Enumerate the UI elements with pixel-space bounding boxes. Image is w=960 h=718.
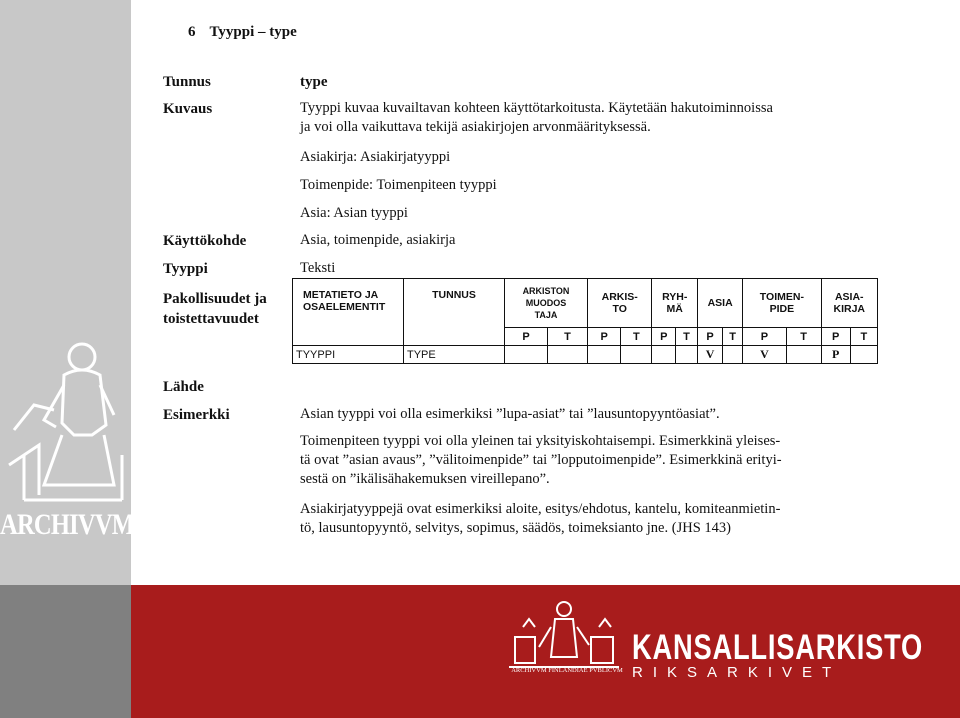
header-toimenpide [743,279,821,328]
header-col1-line-3: TAJA [534,310,558,320]
header-asiakirja [821,279,877,328]
sub-t-6: T [850,328,877,346]
header-metatieto-line-1: METATIETO JA [303,289,379,301]
esimerkki-label: Esimerkki [163,407,230,423]
row-cell-10 [786,346,821,364]
sub-t-3: T [676,328,698,346]
wordmark-sub: RIKSARKIVET [632,664,842,681]
sidebar-logo-text: ARCHIVVM [0,508,135,541]
sub-t-2: T [621,328,652,346]
header-col3-line-2: MÄ [666,303,683,315]
sub-p-1: P [505,328,548,346]
tyyppi-value: Teksti [300,260,336,276]
kayttokohde-value: Asia, toimenpide, asiakirja [300,232,456,248]
left-sidebar [0,0,135,585]
sub-t-1: T [548,328,588,346]
kayttokohde-label: Käyttökohde [163,233,247,249]
header-col6-line-2: KIRJA [833,303,866,315]
wordmark-main: KANSALLISARKISTO [632,628,924,667]
sidebar-bottom [0,585,131,718]
section-number: 6 [188,24,196,40]
archive-statue-icon [4,335,128,505]
row-cell-6 [676,346,698,364]
sub-p-3: P [652,328,676,346]
sub-p-6: P [821,328,850,346]
esimerkki-paragraph-3 [300,500,872,538]
header-arkistonmuodostaja [505,279,588,328]
sub-t-5: T [786,328,821,346]
kuvaus-asia: Asia: Asian tyyppi [300,205,408,221]
header-col6-line-1: ASIA- [834,291,864,303]
row-cell-5 [652,346,676,364]
header-col3-line-1: RYH- [662,291,688,303]
row-cell-4 [621,346,652,364]
pakollisuudet-label-line-1: Pakollisuudet ja [163,291,267,307]
row-cell-2 [548,346,588,364]
header-arkisto [587,279,651,328]
kuvaus-line-2: ja voi olla vaikuttava tekijä asiakirjojen arvonmäärityksessä. [300,119,651,135]
header-col5-line-2: PIDE [769,303,795,315]
section-title: Tyyppi – type [209,24,297,40]
row-cell-12 [850,346,877,364]
header-col1-line-1: ARKISTON [522,286,570,296]
esimerkki-p2-line-1: Toimenpiteen tyyppi voi olla yleinen tai yksityiskohtaisempi. Esimerkkinä yleises- [300,433,781,449]
header-ryhma [652,279,698,328]
row-cell-9: V [743,346,786,364]
row-cell-7: V [698,346,723,364]
header-asia: ASIA [698,279,743,328]
kansallisarkisto-wordmark [632,628,960,681]
header-col1-line-2: MUODOS [525,298,567,308]
sub-p-2: P [587,328,620,346]
kuvaus-text [300,99,872,137]
header-col5-line-1: TOIMEN- [759,291,804,303]
section-heading [188,24,297,41]
metadata-table [292,278,878,364]
table-header-row [293,279,878,328]
sub-p-5: P [743,328,786,346]
header-col2-line-1: ARKIS- [601,291,638,303]
row-cell-8 [723,346,743,364]
row-cell-11: P [821,346,850,364]
seal-caption: ARCHIVVM FINLANDIAE PVBLICVM [511,667,623,674]
tunnus-label: Tunnus [163,74,211,90]
kuvaus-asiakirja: Asiakirja: Asiakirjatyyppi [300,149,451,165]
row-name: TYYPPI [293,346,404,364]
esimerkki-paragraph-1: Asian tyyppi voi olla esimerkiksi ”lupa-asiat” tai ”lausuntopyyntöasiat”. [300,406,720,422]
esimerkki-paragraph-2 [300,432,872,489]
tunnus-value: type [300,74,328,90]
table-row [293,346,878,364]
kuvaus-line-1: Tyyppi kuvaa kuvailtavan kohteen käyttötarkoitusta. Käytetään hakutoiminnoissa [300,100,773,116]
lahde-label: Lähde [163,379,204,395]
kuvaus-toimenpide: Toimenpide: Toimenpiteen tyyppi [300,177,497,193]
header-tunnus: TUNNUS [404,279,505,346]
esimerkki-p3-line-2: tö, lausuntopyyntö, selvitys, sopimus, säädös, toimeksianto jne. (JHS 143) [300,520,731,536]
header-col2-line-2: TO [612,303,627,315]
kuvaus-label: Kuvaus [163,101,213,117]
pakollisuudet-label-line-2: toistettavuudet [163,311,259,327]
pakollisuudet-label [163,289,267,329]
sub-t-4: T [723,328,743,346]
sub-p-4: P [698,328,723,346]
esimerkki-p2-line-2: tä ovat ”asian avaus”, ”välitoimenpide” tai ”lopputoimenpide”. Esimerkkinä erityi- [300,452,782,468]
row-cell-1 [505,346,548,364]
header-metatieto-line-2: OSAELEMENTIT [303,301,386,313]
header-metatieto [293,279,404,346]
esimerkki-p3-line-1: Asiakirjatyyppejä ovat esimerkiksi aloite, esitys/ehdotus, kantelu, komiteanmietin- [300,501,781,517]
row-tunnus: TYPE [404,346,505,364]
esimerkki-p2-line-3: sestä on ”ikälisähakemuksen vireillepano”. [300,471,550,487]
row-cell-3 [587,346,620,364]
tyyppi-label: Tyyppi [163,261,208,277]
